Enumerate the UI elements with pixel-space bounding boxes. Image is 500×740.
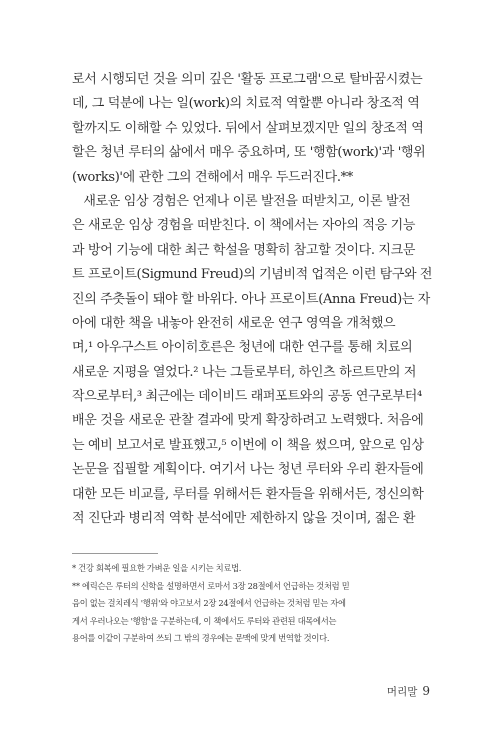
- body-line: 작으로부터,³ 최근에는 데이비드 래퍼포트와의 공동 연구로부터⁴: [72, 389, 422, 405]
- footnotes: [72, 560, 432, 648]
- body-line: 논문을 집필할 계획이다. 여기서 나는 청년 루터와 우리 환자들에: [72, 462, 424, 478]
- body-line: 데, 그 덕분에 나는 일(work)의 치료적 역할뿐 아니라 창조적 역: [72, 96, 420, 112]
- body-line: 할까지도 이해할 수 있었다. 뒤에서 살펴보겠지만 일의 창조적 역: [72, 120, 424, 136]
- body-line: 로서 시행되던 것을 의미 깊은 '활동 프로그램'으로 탈바꿈시켰는: [72, 72, 423, 87]
- body-line: 대한 모든 비교를, 루터를 위해서든 환자들을 위해서든, 정신의학: [72, 486, 424, 502]
- body-line: (works)'에 관한 그의 견해에서 매우 두드러진다.**: [72, 169, 353, 185]
- body-line: 트 프로이트(Sigmund Freud)의 기념비적 업적은 이런 탐구와 전: [72, 267, 433, 283]
- footnote-line: 게서 우러나오는 '행함'을 구분하는데, 이 책에서도 루터와 관련된 대목에서는: [72, 615, 337, 626]
- page-number: 9: [422, 684, 430, 698]
- body-line: 새로운 지평을 열었다.² 나는 그들로부터, 하인츠 하르트만의 저: [72, 364, 417, 380]
- body-line: 할은 청년 루터의 삶에서 매우 중요하며, 또 '행함(work)'과 '행위: [72, 145, 426, 161]
- footnote-divider: [72, 553, 158, 554]
- footnote-line: 용어를 이같이 구분하여 쓰되 그 밖의 경우에는 문맥에 맞게 번역할 것이다.: [72, 633, 330, 643]
- footnote-line: ** 에릭슨은 루터의 신학을 설명하면서 로마서 3장 28절에서 언급하는 것처럼 믿: [72, 580, 350, 591]
- running-section-title: 머리말: [386, 686, 418, 698]
- body-line: 며,¹ 아우구스트 아이히호른은 청년에 대한 연구를 통해 치료의: [72, 340, 413, 356]
- body-line: 새로운 임상 경험은 언제나 이론 발전을 떠받치고, 이론 발전: [72, 193, 411, 209]
- body-line: 은 새로운 임상 경험을 떠받친다. 이 책에서는 자아의 적응 기능: [72, 218, 416, 234]
- body-line: 아에 대한 책을 내놓아 완전히 새로운 연구 영역을 개척했으: [72, 315, 396, 331]
- body-line: 과 방어 기능에 대한 최근 학설을 명확히 참고할 것이다. 지크문: [72, 242, 416, 258]
- body-line: 는 예비 보고서로 발표했고,⁵ 이번에 이 책을 썼으며, 앞으로 임상: [72, 437, 424, 453]
- page-folio: [387, 684, 430, 699]
- body-line: 적 진단과 병리적 역학 분석에만 제한하지 않을 것이며, 젊은 환: [72, 511, 416, 527]
- footnote-line: 음이 없는 걸치레식 '행위'와 야고보서 2장 24절에서 언급하는 것처럼 믿는 자에: [72, 598, 346, 608]
- body-text: [72, 68, 432, 531]
- body-line: 배운 것을 새로운 관찰 결과에 맞게 확장하려고 노력했다. 처음에: [72, 413, 424, 429]
- body-line: 진의 주춧돌이 돼야 할 바위다. 아나 프로이트(Anna Freud)는 자: [72, 291, 431, 307]
- footnote-line: * 건강 회복에 필요한 가벼운 일을 시키는 치료법.: [72, 563, 242, 573]
